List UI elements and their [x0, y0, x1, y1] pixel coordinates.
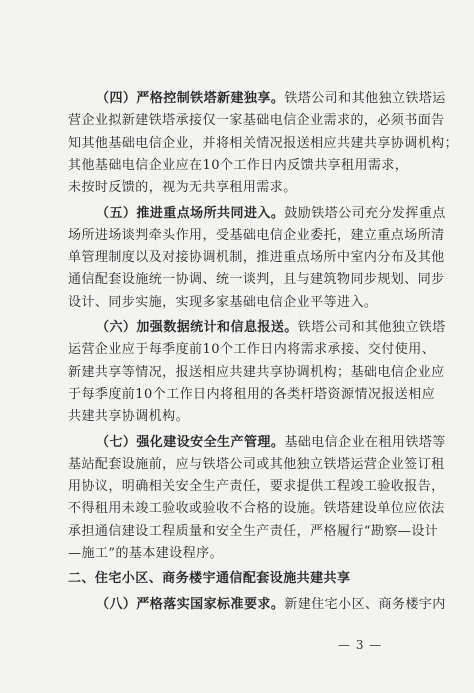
section-4-line-4: 其他基础电信企业应在10个工作日内反馈共享租用需求，	[68, 157, 409, 173]
section-5-title: （五）推进重点场所共同进入。	[96, 205, 285, 221]
section-7-line-4: 不得租用未竣工验收或验收不合格的设施。铁塔建设单位应依法	[68, 501, 445, 517]
section-6-line-5: 共建共享协调机构。	[68, 409, 190, 425]
section-7-line-3: 用协议，明确相关安全生产责任，要求提供工程竣工验收报告，	[68, 479, 445, 495]
section-4-line-2: 营企业拟新建铁塔承接仅一家基础电信企业需求的，必须书面告	[68, 113, 445, 129]
section-4-line-1: 铁塔公司和其他独立铁塔运	[284, 91, 446, 106]
section-7-line-2: 基站配套设施前，应与铁塔公司或其他独立铁塔运营企业签订租	[68, 456, 445, 472]
section-8-line-1: 新建住宅小区、商务楼宇内	[284, 596, 446, 612]
section-5-line-2: 场所进场谈判牵头作用，受基础电信企业委托，建立重点场所清	[68, 227, 445, 243]
section-6-line-2: 运营企业应于每季度前10个工作日内将需求承接、交付使用、	[68, 342, 436, 358]
section-5-line-4: 通信配套设施统一协调、统一谈判，且与建筑物同步规划、同步	[68, 272, 445, 288]
section-5-line-3: 单管理制度以及对接协调机制，推进重点场所中室内分布及其他	[68, 250, 445, 266]
section-7-line-6: —施工”的基本建设程序。	[68, 546, 224, 561]
section-6-line-4: 于每季度前10个工作日内将租用的各类杆塔资源情况报送相应	[68, 386, 436, 402]
section-6-line-3: 新建共享等情况，报送相应共建共享协调机构；基础电信企业应	[68, 364, 445, 380]
section-5-first-line	[96, 205, 446, 223]
section-6-title: （六）加强数据统计和信息报送。	[96, 320, 298, 335]
section-7-line-5: 承担通信建设工程质量和安全生产责任，严格履行“勘察—设计	[68, 523, 439, 539]
section-4-line-5: 未按时反馈的，视为无共享租用需求。	[68, 180, 297, 196]
section-4-line-3: 知其他基础电信企业，并将相关情况报送相应共建共享协调机构；	[68, 135, 459, 151]
section-6-first-line	[96, 319, 446, 337]
section-4-first-line	[96, 90, 446, 108]
page-number: — 3 —	[338, 638, 383, 652]
section-5-line-5: 设计、同步实施，实现多家基础电信企业平等进入。	[68, 294, 378, 310]
section-4-title: （四）严格控制铁塔新建独享。	[96, 91, 285, 106]
section-heading-2: 二、住宅小区、商务楼宇通信配套设施共建共享	[68, 571, 351, 587]
section-8-first-line	[96, 596, 446, 614]
section-7-first-line	[96, 434, 446, 452]
section-7-line-1: 基础电信企业在租用铁塔等	[284, 434, 446, 450]
section-7-title: （七）强化建设安全生产管理。	[96, 434, 285, 450]
section-6-line-1: 铁塔公司和其他独立铁塔	[297, 320, 446, 335]
section-5-line-1: 鼓励铁塔公司充分发挥重点	[284, 205, 446, 221]
section-8-title: （八）严格落实国家标准要求。	[96, 596, 285, 612]
